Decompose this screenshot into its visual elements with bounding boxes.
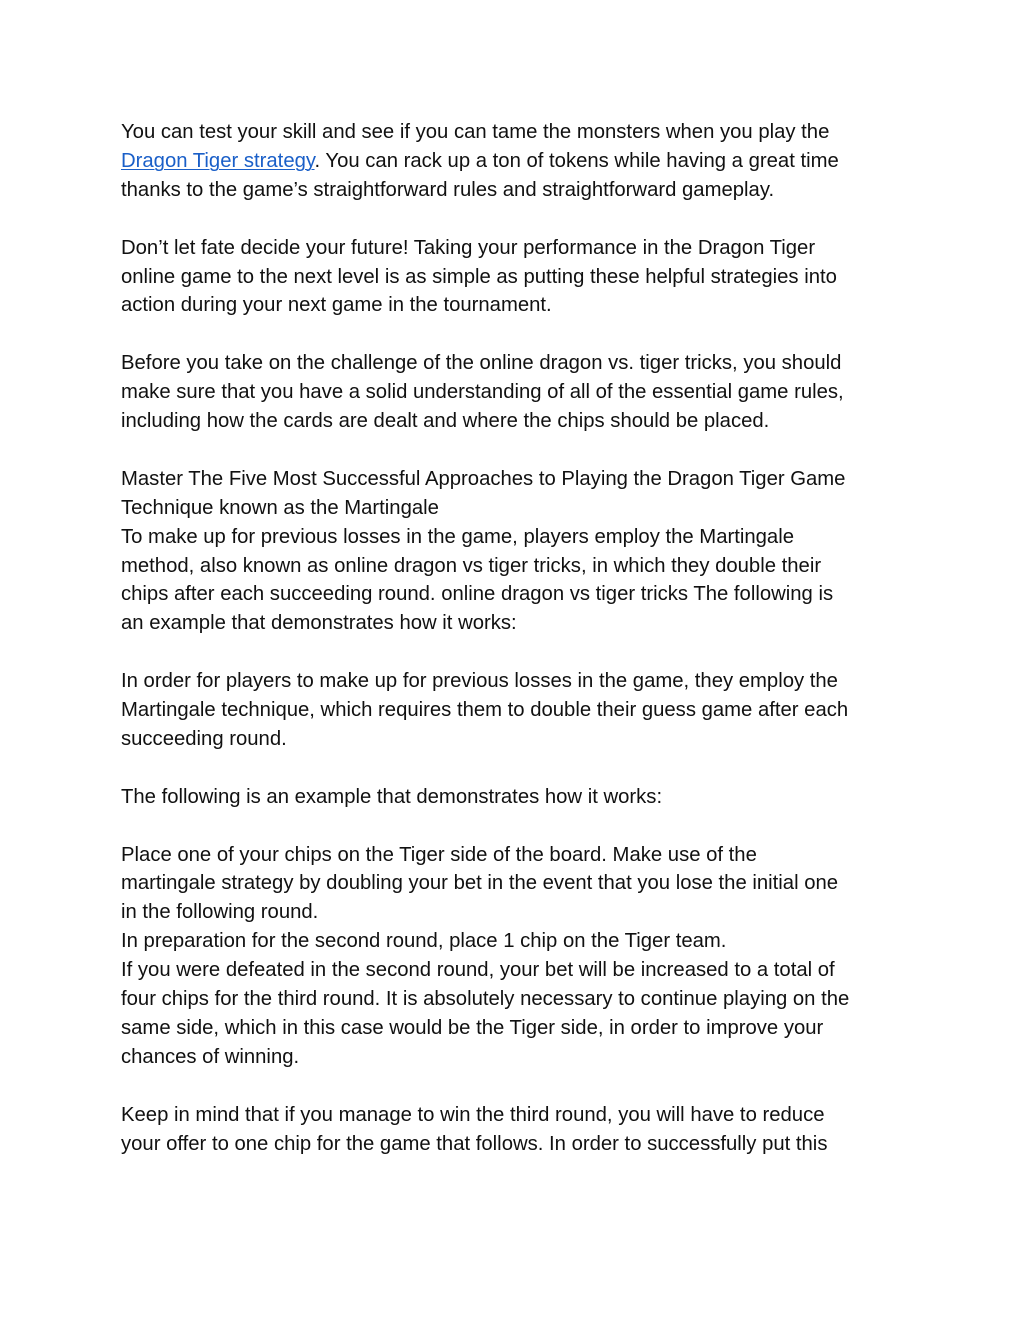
text-line: In preparation for the second round, place 1 chip on the Tiger team.	[121, 930, 727, 953]
text-line: To make up for previous losses in the game, players employ the Martingale	[121, 525, 794, 548]
text-line-rest: . You can rack up a ton of tokens while having a great time	[314, 149, 839, 172]
paragraph-intro	[121, 118, 921, 205]
text-line: in the following round.	[121, 901, 319, 924]
text-line: an example that demonstrates how it works:	[121, 612, 517, 635]
paragraph-keep-in-mind	[121, 1101, 921, 1159]
text-line: In order for players to make up for previous losses in the game, they employ the	[121, 670, 838, 693]
text-line: online game to the next level is as simple as putting these helpful strategies into	[121, 265, 837, 288]
dragon-tiger-strategy-link[interactable]: Dragon Tiger strategy	[121, 149, 315, 172]
document-page	[121, 118, 921, 1159]
paragraph-example-intro	[121, 783, 921, 812]
paragraph-martingale-intro	[121, 465, 921, 638]
text-line: chips after each succeeding round. online dragon vs tiger tricks The following is	[121, 583, 834, 606]
text-line: If you were defeated in the second round, your bet will be increased to a total of	[121, 959, 835, 982]
paragraph-rules	[121, 349, 921, 436]
text-line: The following is an example that demonstrates how it works:	[121, 785, 663, 808]
text-line: You can test your skill and see if you can tame the monsters when you play the	[121, 121, 830, 143]
paragraph-example-steps	[121, 841, 921, 1072]
text-line: chances of winning.	[121, 1045, 300, 1068]
text-line: four chips for the third round. It is absolutely necessary to continue playing on the	[121, 988, 850, 1011]
text-line: Before you take on the challenge of the online dragon vs. tiger tricks, you should	[121, 352, 842, 375]
text-line: same side, which in this case would be the Tiger side, in order to improve your	[121, 1017, 824, 1039]
section-heading: Master The Five Most Successful Approaches to Playing the Dragon Tiger Game	[121, 467, 846, 490]
paragraph-fate	[121, 234, 921, 321]
text-line: Martingale technique, which requires them to double their guess game after each	[121, 699, 849, 722]
text-line	[121, 147, 921, 176]
subsection-heading: Technique known as the Martingale	[121, 496, 439, 519]
text-line: succeeding round.	[121, 727, 287, 750]
text-line: make sure that you have a solid understanding of all of the essential game rules,	[121, 381, 844, 404]
text-line: Keep in mind that if you manage to win the third round, you will have to reduce	[121, 1103, 825, 1126]
text-line: method, also known as online dragon vs tiger tricks, in which they double their	[121, 554, 822, 577]
text-line: Place one of your chips on the Tiger side of the board. Make use of the	[121, 843, 757, 866]
text-line: Don’t let fate decide your future! Taking your performance in the Dragon Tiger	[121, 236, 816, 259]
paragraph-martingale-detail	[121, 667, 921, 754]
text-line: martingale strategy by doubling your bet in the event that you lose the initial one	[121, 872, 839, 895]
text-line: including how the cards are dealt and where the chips should be placed.	[121, 410, 770, 433]
text-line: your offer to one chip for the game that follows. In order to successfully put this	[121, 1132, 828, 1155]
text-line: thanks to the game’s straightforward rules and straightforward gameplay.	[121, 178, 775, 201]
text-line: action during your next game in the tournament.	[121, 294, 552, 317]
